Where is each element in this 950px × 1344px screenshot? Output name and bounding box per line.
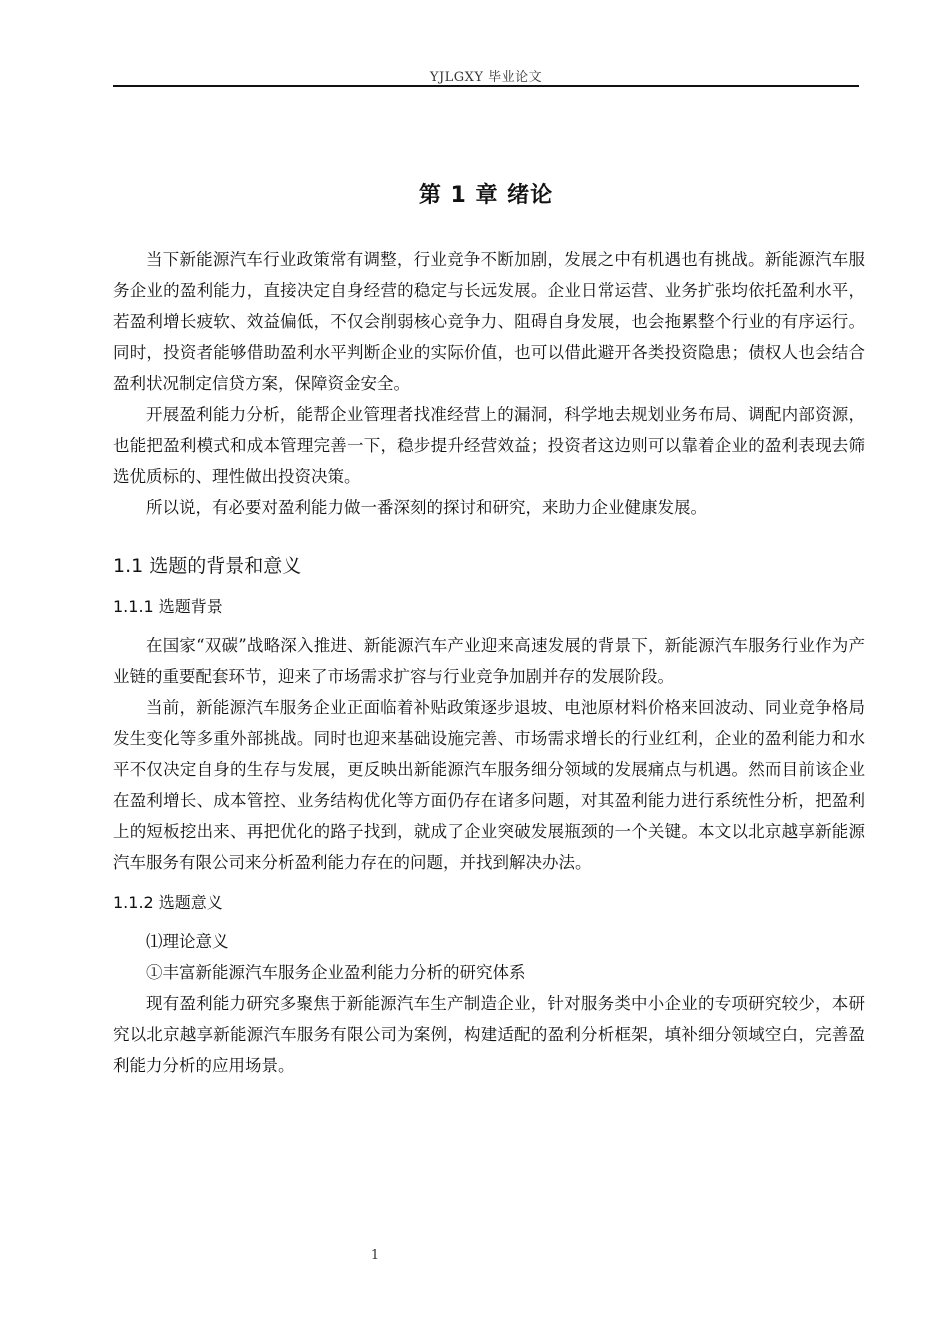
significance-paragraph-1: 现有盈利能力研究多聚焦于新能源汽车生产制造企业，针对服务类中小企业的专项研究较少，本研究以北京越享新能源汽车服务有限公司为案例，构建适配的盈利分析框架，填补细分领域空白，完善盈利能力分析的应用场景。 bbox=[113, 994, 865, 1075]
background-paragraph-1: 在国家“双碳”战略深入推进、新能源汽车产业迎来高速发展的背景下，新能源汽车服务行业作为产业链的重要配套环节，迎来了市场需求扩容与行业竞争加剧并存的发展阶段。 bbox=[113, 636, 865, 686]
page-number: 1 bbox=[370, 1248, 380, 1263]
list-item-enrich: ①丰富新能源汽车服务企业盈利能力分析的研究体系 bbox=[146, 963, 526, 982]
intro-paragraph-2: 开展盈利能力分析，能帮企业管理者找准经营上的漏洞，科学地去规划业务布局、调配内部资源，也能把盈利模式和成本管理完善一下，稳步提升经营效益；投资者这边则可以靠着企业的盈利表现去筛选优质标的、理性做出投资决策。 bbox=[113, 405, 865, 486]
subsection-heading-1-1-2: 1.1.2 选题意义 bbox=[113, 893, 223, 912]
list-item-theory: ⑴理论意义 bbox=[146, 932, 229, 951]
subsection-heading-1-1-1: 1.1.1 选题背景 bbox=[113, 597, 223, 616]
section-heading-1-1: 1.1 选题的背景和意义 bbox=[113, 555, 302, 577]
intro-paragraph-1: 当下新能源汽车行业政策常有调整，行业竞争不断加剧，发展之中有机遇也有挑战。新能源汽车服务企业的盈利能力，直接决定自身经营的稳定与长远发展。企业日常运营、业务扩张均依托盈利水平，若盈利增长疲软、效益偏低，不仅会削弱核心竞争力、阻碍自身发展，也会拖累整个行业的有序运行。同时，投资者能够借助盈利水平判断企业的实际价值，也可以借此避开各类投资隐患；债权人也会结合盈利状况制定信贷方案，保障资金安全。 bbox=[113, 250, 865, 393]
background-paragraph-2: 当前，新能源汽车服务企业正面临着补贴政策逐步退坡、电池原材料价格来回波动、同业竞争格局发生变化等多重外部挑战。同时也迎来基础设施完善、市场需求增长的行业红利，企业的盈利能力和水平不仅决定自身的生存与发展，更反映出新能源汽车服务细分领域的发展痛点与机遇。然而目前该企业在盈利增长、成本管控、业务结构优化等方面仍存在诸多问题，对其盈利能力进行系统性分析，把盈利上的短板挖出来、再把优化的路子找到，就成了企业突破发展瓶颈的一个关键。本文以北京越享新能源汽车服务有限公司来分析盈利能力存在的问题，并找到解决办法。 bbox=[113, 698, 865, 872]
body-text bbox=[113, 244, 865, 1081]
chapter-title: 第 1 章 绪论 bbox=[418, 183, 554, 208]
running-header: YJLGXY 毕业论文 bbox=[429, 70, 543, 85]
intro-paragraph-3: 所以说，有必要对盈利能力做一番深刻的探讨和研究，来助力企业健康发展。 bbox=[146, 498, 707, 517]
header-divider bbox=[113, 85, 859, 87]
